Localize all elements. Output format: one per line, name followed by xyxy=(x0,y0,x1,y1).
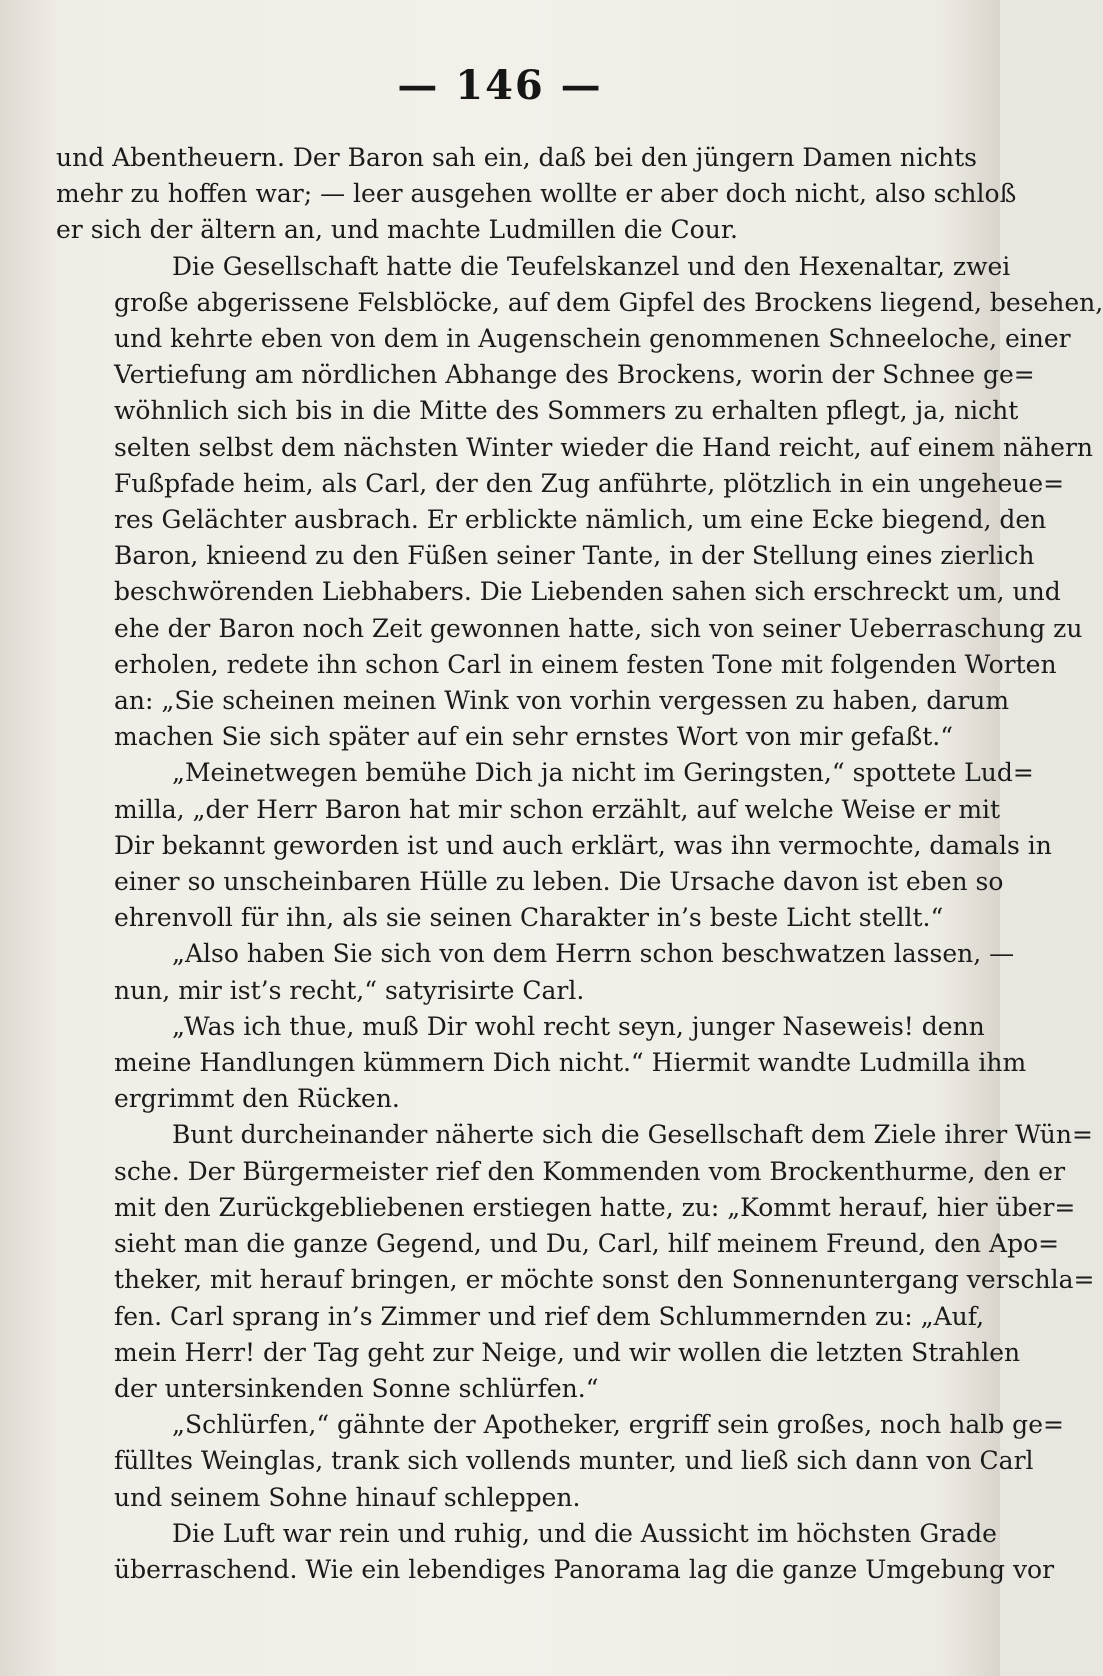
text-line: „Was ich thue, muß Dir wohl recht seyn, junger Naseweis! denn xyxy=(172,1011,985,1041)
text-line: Bunt durcheinander näherte sich die Gesellschaft dem Ziele ihrer Wün= xyxy=(172,1120,1093,1150)
text-line: „Also haben Sie sich von dem Herrn schon beschwatzen lassen, — xyxy=(172,939,1015,969)
text-line: Dir bekannt geworden ist und auch erklärt, was ihn vermochte, damals in xyxy=(114,830,1052,860)
text-line: fülltes Weinglas, trank sich vollends munter, und ließ sich dann von Carl xyxy=(114,1446,1034,1476)
text-line: Die Gesellschaft hatte die Teufelskanzel und den Hexenaltar, zwei xyxy=(172,251,1011,281)
text-line: beschwörenden Liebhabers. Die Liebenden sahen sich erschreckt um, und xyxy=(114,577,1061,607)
page-number: — 146 — xyxy=(397,62,603,109)
text-line: er sich der ältern an, und machte Ludmillen die Cour. xyxy=(56,215,738,245)
text-line: überraschend. Wie ein lebendiges Panorama lag die ganze Umgebung vor xyxy=(114,1554,1055,1584)
text-line: an: „Sie scheinen meinen Wink von vorhin vergessen zu haben, darum xyxy=(114,686,1010,716)
text-line: der untersinkenden Sonne schlürfen.“ xyxy=(114,1373,599,1403)
paragraph xyxy=(56,1117,1095,1407)
text-line: fen. Carl sprang in’s Zimmer und rief dem Schlummernden zu: „Auf, xyxy=(114,1301,985,1331)
text-line: und Abentheuern. Der Baron sah ein, daß bei den jüngern Damen nichts xyxy=(56,143,977,172)
paragraph xyxy=(56,1516,1055,1588)
text-line: mehr zu hoffen war; — leer ausgehen wollte er aber doch nicht, also schloß xyxy=(56,179,1017,209)
text-line: ehrenvoll für ihn, als sie seinen Charakter in’s beste Licht stellt.“ xyxy=(114,903,944,933)
text-line: einer so unscheinbaren Hülle zu leben. Die Ursache davon ist eben so xyxy=(114,867,1004,897)
text-line: Die Luft war rein und ruhig, und die Aussicht im höchsten Grade xyxy=(172,1518,997,1548)
text-line: meine Handlungen kümmern Dich nicht.“ Hiermit wandte Ludmilla ihm xyxy=(114,1048,1027,1078)
text-line: selten selbst dem nächsten Winter wieder die Hand reicht, auf einem nähern xyxy=(114,432,1093,462)
page-body-text xyxy=(56,140,1103,1588)
text-line: theker, mit herauf bringen, er möchte sonst den Sonnenuntergang verschla= xyxy=(114,1265,1095,1295)
paragraph xyxy=(56,140,1017,249)
text-line: machen Sie sich später auf ein sehr ernstes Wort von mir gefaßt.“ xyxy=(114,722,953,752)
text-line: Fußpfade heim, als Carl, der den Zug anführte, plötzlich in ein ungeheue= xyxy=(114,468,1065,498)
paragraph xyxy=(56,249,1103,756)
text-line: res Gelächter ausbrach. Er erblickte nämlich, um eine Ecke biegend, den xyxy=(114,505,1047,535)
text-line: und kehrte eben von dem in Augenschein genommenen Schneeloche, einer xyxy=(114,324,1071,354)
text-line: Baron, knieend zu den Füßen seiner Tante, in der Stellung eines zierlich xyxy=(114,541,1035,571)
text-line: mein Herr! der Tag geht zur Neige, und wir wollen die letzten Strahlen xyxy=(114,1337,1021,1367)
paragraph xyxy=(56,755,1052,936)
text-line: milla, „der Herr Baron hat mir schon erzählt, auf welche Weise er mit xyxy=(114,794,1001,824)
text-line: sieht man die ganze Gegend, und Du, Carl, hilf meinem Freund, den Apo= xyxy=(114,1229,1060,1259)
text-line: Vertiefung am nördlichen Abhange des Brockens, worin der Schnee ge= xyxy=(114,360,1035,390)
text-line: wöhnlich sich bis in die Mitte des Sommers zu erhalten pflegt, ja, nicht xyxy=(114,396,1019,426)
text-line: nun, mir ist’s recht,“ satyrisirte Carl. xyxy=(114,975,585,1005)
text-line: erholen, redete ihn schon Carl in einem festen Tone mit folgenden Worten xyxy=(114,649,1057,679)
paragraph xyxy=(56,1407,1064,1516)
text-line: „Meinetwegen bemühe Dich ja nicht im Geringsten,“ spottete Lud= xyxy=(172,758,1034,788)
text-line: mit den Zurückgebliebenen erstiegen hatte, zu: „Kommt herauf, hier über= xyxy=(114,1192,1076,1222)
text-line: große abgerissene Felsblöcke, auf dem Gipfel des Brockens liegend, besehen, xyxy=(114,287,1103,317)
paragraph xyxy=(56,936,1015,1008)
text-line: sche. Der Bürgermeister rief den Kommenden vom Brockenthurme, den er xyxy=(114,1156,1066,1186)
text-line: und seinem Sohne hinauf schleppen. xyxy=(114,1482,581,1512)
text-line: „Schlürfen,“ gähnte der Apotheker, ergriff sein großes, noch halb ge= xyxy=(172,1410,1064,1440)
paragraph xyxy=(56,1009,1027,1118)
text-line: ehe der Baron noch Zeit gewonnen hatte, sich von seiner Ueberraschung zu xyxy=(114,613,1083,643)
text-line: ergrimmt den Rücken. xyxy=(114,1084,400,1114)
